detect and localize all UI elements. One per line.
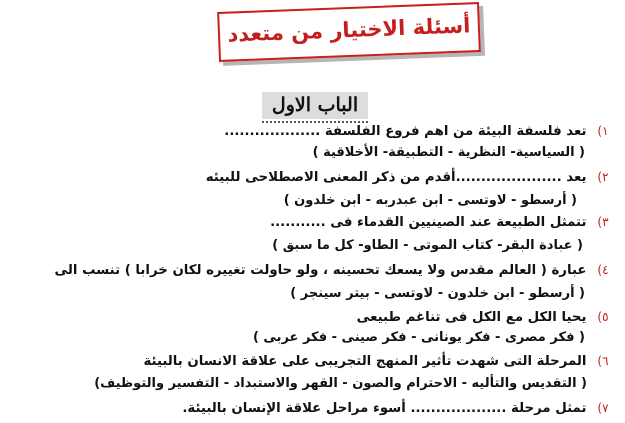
answer-line [0,141,585,165]
question-number: ٤) [597,263,609,277]
question-line [15,258,615,282]
page-title: أسئلة الاختيار من متعدد [227,13,471,47]
answer-options: ( التقديس والتأليه - الاحترام والصون - القهر والاستبداد - التفسير والتوظيف) [94,376,587,391]
question-line [15,396,615,420]
question-number: ٧) [597,401,609,415]
question-number: ٥) [597,310,609,324]
answer-options: ( عبادة البقر- كتاب الموتى - الطاو- كل ما سبق ) [272,238,583,253]
answer-line [0,326,585,350]
question-line [15,210,615,234]
question-line [15,165,615,189]
question-text: المرحلة التى شهدت تأثير المنهج التجريبى على علاقة الانسان بالبيئة [143,354,587,369]
question-text: عبارة ( العالم مقدس ولا يسعك تحسينه ، ولو حاولت تغييره لكان خرابا ) تنسب الى [54,263,587,278]
question-number: ٣) [597,215,609,229]
question-number: ١) [597,124,609,138]
answer-options: ( أرسطو - ابن خلدون - لاوتسى - بيتر سينجر ) [290,286,585,301]
question-number: ٦) [597,354,609,368]
question-text: تتمثل الطبيعة عند الصينيين القدماء فى ........... [270,215,587,230]
question-number: ٢) [597,170,609,184]
question-line [15,119,615,143]
answer-line [0,372,587,396]
answer-options: ( السياسية- النظرية - التطبيقة- الأخلاقية ) [312,145,585,160]
answer-options: ( أرسطو - لاوتسى - ابن عبدربه - ابن خلدون ) [283,193,577,208]
answer-options: ( فكر مصرى - فكر يونانى - فكر صينى - فكر عربى ) [252,330,585,345]
answer-line [0,282,585,306]
question-text: يعد .....................أقدم من ذكر المعنى الاصطلاحى للبيئه [205,170,587,185]
chapter-heading: الباب الاول [262,92,368,119]
question-line [15,349,615,373]
question-text: يحيا الكل مع الكل فى تناغم طبيعى [356,310,587,325]
question-text: تمثل مرحلة ................... أسوء مراحل علاقة الإنسان بالبيئة. [182,401,587,416]
question-text: تعد فلسفة البيئة من اهم فروع الفلسفة ................... [224,124,587,139]
title-box [217,2,481,62]
answer-line [0,234,583,258]
